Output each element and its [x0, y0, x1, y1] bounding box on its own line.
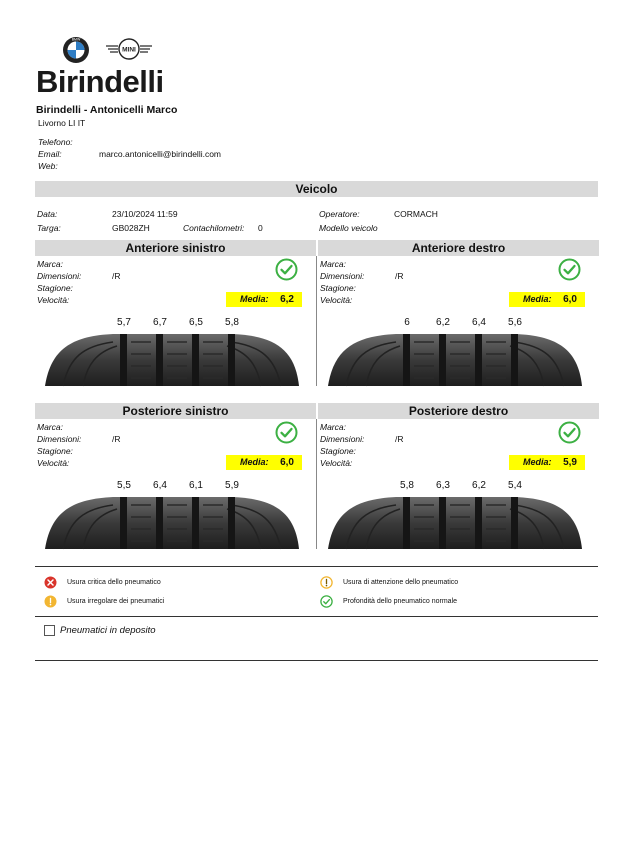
legend-top-rule: [35, 566, 598, 567]
dimensioni-label: Dimensioni:: [320, 271, 365, 281]
velocita-label: Velocità:: [320, 295, 353, 305]
marca-label: Marca:: [37, 422, 63, 432]
marca-label: Marca:: [37, 259, 63, 269]
check-circle-icon: [558, 258, 581, 281]
panel-divider-top: [316, 256, 317, 386]
tyre-tread-image: [326, 328, 584, 388]
tread-depth-2: 6,4: [153, 480, 167, 491]
tyre-panel-fr: [318, 240, 599, 390]
deposito-label: Pneumatici in deposito: [60, 625, 156, 636]
modello-label: Modello veicolo: [319, 223, 378, 233]
media-badge: [226, 455, 302, 470]
tyre-panel-rr: [318, 403, 599, 553]
svg-text:BMW: BMW: [71, 37, 81, 42]
tread-depth-1: 5,5: [117, 480, 131, 491]
stagione-label: Stagione:: [320, 446, 356, 456]
check-circle-icon: [275, 258, 298, 281]
media-value: 6,0: [563, 294, 577, 305]
media-label: Media:: [240, 294, 269, 304]
tyre-panel-rl: [35, 403, 316, 553]
media-badge: [509, 455, 585, 470]
media-value: 6,2: [280, 294, 294, 305]
dealer-brand: Birindelli: [36, 64, 164, 99]
footer-rule: [35, 660, 598, 661]
tyre-tread-image: [43, 491, 301, 551]
tread-depth-1: 5,8: [400, 480, 414, 491]
tread-depth-3: 6,1: [189, 480, 203, 491]
tread-depth-2: 6,7: [153, 317, 167, 328]
tread-depth-1: 6: [404, 317, 410, 328]
marca-label: Marca:: [320, 259, 346, 269]
tyre-panel-title: Posteriore destro: [318, 403, 599, 419]
data-label: Data:: [37, 209, 58, 219]
legend-critica: Usura critica dello pneumatico: [67, 579, 161, 586]
deposito-checkbox[interactable]: [44, 625, 55, 636]
mini-logo-icon: [104, 36, 154, 64]
email-label: Email:: [38, 149, 62, 159]
tyre-tread-image: [43, 328, 301, 388]
media-badge: [226, 292, 302, 307]
legend-attenzione: Usura di attenzione dello pneumatico: [343, 579, 459, 586]
exclamation-circle-filled-icon: [44, 595, 57, 608]
tread-depth-4: 5,6: [508, 317, 522, 328]
media-value: 6,0: [280, 457, 294, 468]
velocita-label: Velocità:: [320, 458, 353, 468]
operatore-label: Operatore:: [319, 209, 360, 219]
contachilometri-label: Contachilometri:: [183, 223, 245, 233]
contachilometri-value: 0: [258, 223, 263, 233]
stagione-label: Stagione:: [37, 446, 73, 456]
tread-depth-4: 5,8: [225, 317, 239, 328]
tread-depth-3: 6,5: [189, 317, 203, 328]
tread-depth-1: 5,7: [117, 317, 131, 328]
legend-bottom-rule: [35, 616, 598, 617]
telefono-label: Telefono:: [38, 137, 73, 147]
web-label: Web:: [38, 161, 58, 171]
check-circle-icon: [558, 421, 581, 444]
stagione-label: Stagione:: [320, 283, 356, 293]
data-value: 23/10/2024 11:59: [112, 209, 178, 219]
media-label: Media:: [523, 457, 552, 467]
media-label: Media:: [523, 294, 552, 304]
velocita-label: Velocità:: [37, 458, 70, 468]
tyre-panel-title: Posteriore sinistro: [35, 403, 316, 419]
exclamation-circle-outline-icon: [320, 576, 333, 589]
legend-irregolare: Usura irregolare dei pneumatici: [67, 598, 165, 605]
dealer-address: Livorno LI IT: [38, 118, 86, 128]
tread-depth-2: 6,2: [436, 317, 450, 328]
operatore-value: CORMACH: [394, 209, 438, 219]
tread-depth-4: 5,4: [508, 480, 522, 491]
media-label: Media:: [240, 457, 269, 467]
legend-normale: Profondità dello pneumatico normale: [343, 598, 458, 605]
x-circle-icon: [44, 576, 57, 589]
dimensioni-value: /R: [112, 271, 121, 281]
dimensioni-value: /R: [395, 271, 404, 281]
dimensioni-label: Dimensioni:: [37, 434, 82, 444]
targa-label: Targa:: [37, 223, 61, 233]
tread-depth-4: 5,9: [225, 480, 239, 491]
tyre-panel-title: Anteriore sinistro: [35, 240, 316, 256]
check-circle-icon: [320, 595, 333, 608]
media-value: 5,9: [563, 457, 577, 468]
tyre-tread-image: [326, 491, 584, 551]
dimensioni-value: /R: [395, 434, 404, 444]
dimensioni-label: Dimensioni:: [320, 434, 365, 444]
svg-text:MINI: MINI: [122, 46, 136, 54]
tyre-panel-title: Anteriore destro: [318, 240, 599, 256]
stagione-label: Stagione:: [37, 283, 73, 293]
velocita-label: Velocità:: [37, 295, 70, 305]
tread-depth-3: 6,4: [472, 317, 486, 328]
tread-depth-3: 6,2: [472, 480, 486, 491]
dealer-company: Birindelli - Antonicelli Marco: [36, 104, 178, 116]
bmw-logo-icon: [62, 36, 90, 64]
marca-label: Marca:: [320, 422, 346, 432]
email-value: marco.antonicelli@birindelli.com: [99, 149, 222, 159]
tread-depth-2: 6,3: [436, 480, 450, 491]
dimensioni-label: Dimensioni:: [37, 271, 82, 281]
tyre-panel-fl: [35, 240, 316, 390]
dimensioni-value: /R: [112, 434, 121, 444]
targa-value: GB028ZH: [112, 223, 150, 233]
panel-divider-bottom: [316, 419, 317, 549]
media-badge: [509, 292, 585, 307]
vehicle-section-title: Veicolo: [35, 181, 598, 197]
check-circle-icon: [275, 421, 298, 444]
